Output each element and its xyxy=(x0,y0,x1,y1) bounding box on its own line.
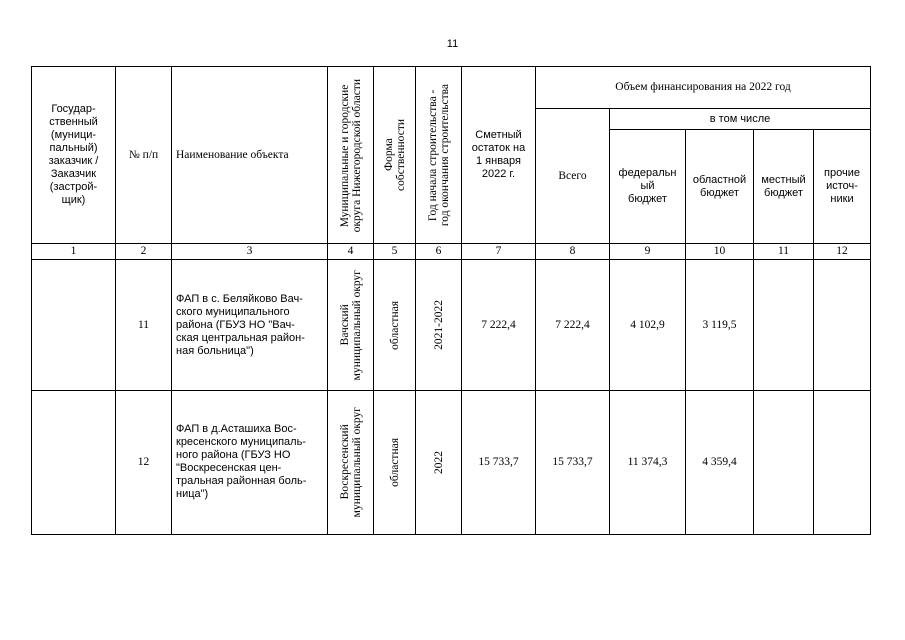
cell-district-label: Вачский муниципальный округ xyxy=(338,269,363,381)
header-years xyxy=(416,67,462,244)
cell-total: 15 733,7 xyxy=(536,390,610,534)
header-local: местный бюджет xyxy=(754,130,814,244)
table-row xyxy=(32,390,871,534)
header-district xyxy=(328,67,374,244)
cell-num: 12 xyxy=(116,390,172,534)
col-number: 4 xyxy=(328,244,374,260)
header-district-label: Муниципальные и городские округа Нижегородской области xyxy=(338,78,363,232)
cell-district xyxy=(328,390,374,534)
cell-other xyxy=(814,390,871,534)
cell-customer xyxy=(32,260,116,390)
cell-estimate: 15 733,7 xyxy=(462,390,536,534)
header-other: прочие источ- ники xyxy=(814,130,871,244)
cell-customer xyxy=(32,390,116,534)
cell-ownership-label: областная xyxy=(388,437,401,487)
cell-years-label: 2022 xyxy=(432,450,445,474)
cell-local xyxy=(754,390,814,534)
cell-object-name: ФАП в с. Беляйково Вач- ского муниципального района (ГБУЗ НО "Вач- ская центральная район- ная больница") xyxy=(172,260,328,390)
cell-regional: 4 359,4 xyxy=(686,390,754,534)
cell-district-label: Воскресенский муниципальный округ xyxy=(338,407,363,518)
col-number: 12 xyxy=(814,244,871,260)
col-number: 7 xyxy=(462,244,536,260)
cell-federal: 11 374,3 xyxy=(610,390,686,534)
header-federal: федеральн ый бюджет xyxy=(610,130,686,244)
header-estimate: Сметный остаток на 1 января 2022 г. xyxy=(462,67,536,244)
cell-federal: 4 102,9 xyxy=(610,260,686,390)
col-number: 2 xyxy=(116,244,172,260)
header-total: Всего xyxy=(536,109,610,244)
header-years-label: Год начала строительства - год окончания строительства xyxy=(426,84,451,227)
header-ownership xyxy=(374,67,416,244)
header-including: в том числе xyxy=(610,109,871,130)
cell-years xyxy=(416,390,462,534)
cell-ownership xyxy=(374,260,416,390)
col-number: 5 xyxy=(374,244,416,260)
cell-years-label: 2021-2022 xyxy=(432,300,445,350)
col-number: 11 xyxy=(754,244,814,260)
col-number: 9 xyxy=(610,244,686,260)
header-num: № п/п xyxy=(116,67,172,244)
col-number: 6 xyxy=(416,244,462,260)
cell-estimate: 7 222,4 xyxy=(462,260,536,390)
header-customer: Государ- ственный (муници- пальный) заказчик / Заказчик (застрой- щик) xyxy=(32,67,116,244)
cell-ownership-label: областная xyxy=(388,300,401,350)
col-number: 8 xyxy=(536,244,610,260)
col-number: 10 xyxy=(686,244,754,260)
cell-other xyxy=(814,260,871,390)
cell-ownership xyxy=(374,390,416,534)
header-ownership-label: Форма собственности xyxy=(382,119,407,192)
header-object-name: Наименование объекта xyxy=(172,67,328,244)
cell-object-name: ФАП в д.Асташиха Вос- кресенского муниципаль- ного района (ГБУЗ НО "Воскресенская цен- тральная районная боль- ница") xyxy=(172,390,328,534)
cell-district xyxy=(328,260,374,390)
col-number: 3 xyxy=(172,244,328,260)
cell-num: 11 xyxy=(116,260,172,390)
header-regional: областной бюджет xyxy=(686,130,754,244)
col-number: 1 xyxy=(32,244,116,260)
cell-years xyxy=(416,260,462,390)
cell-local xyxy=(754,260,814,390)
cell-total: 7 222,4 xyxy=(536,260,610,390)
financing-table xyxy=(31,66,871,535)
page-number: 11 xyxy=(446,38,459,50)
header-financing: Объем финансирования на 2022 год xyxy=(536,67,871,109)
cell-regional: 3 119,5 xyxy=(686,260,754,390)
table-row xyxy=(32,260,871,390)
